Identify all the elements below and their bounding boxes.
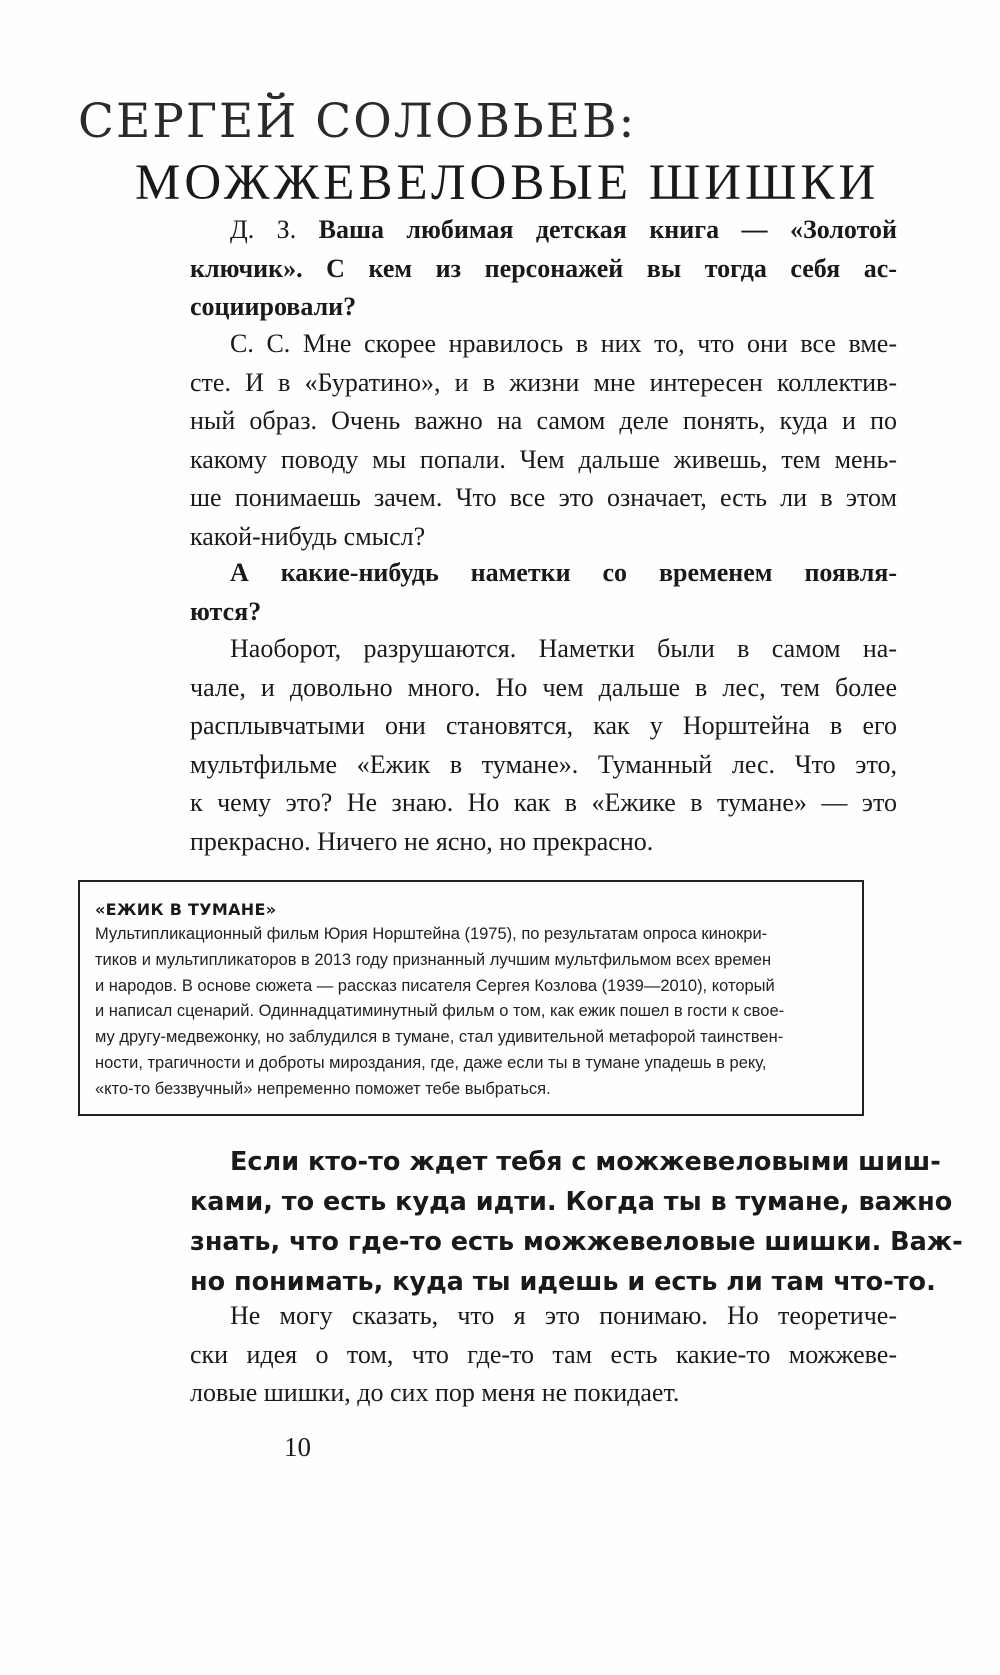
chapter-title-author: СЕРГЕЙ СОЛОВЬЕВ: [78,94,637,149]
text-line: ками, то есть куда идти. Когда ты в тумане, важно [190,1187,953,1217]
sidebar-line: «кто-то беззвучный» непременно поможет тебе выбраться. [95,1079,551,1098]
text-line: социировали? [190,292,357,321]
sidebar-line: Мультипликационный фильм Юрия Норштейна (1975), по результатам опроса кинокри- [95,925,768,943]
text-line: к чему это? Не знаю. Но как в «Ежике в тумане» — это [190,788,897,817]
text-line: А какие-нибудь наметки со временем появля- [230,558,897,587]
text-line [190,211,897,250]
text-line: ются? [190,596,262,626]
chapter-title-main: МОЖЖЕВЕЛОВЫЕ ШИШКИ [135,155,880,211]
sidebar-line: му другу-медвежонку, но заблудился в тумане, стал удивительной метафорой таинствен- [95,1028,784,1047]
sidebar-line: ности, трагичности и доброты мироздания, где, даже если ты в тумане упадешь в реку, [95,1053,767,1072]
sidebar-line: тиков и мультипликаторов в 2013 году признанный лучшим мультфильмом всех времен [95,950,772,969]
text-line: Если кто-то ждет тебя с можжевеловыми шиш- [230,1147,941,1177]
text-line: какому поводу мы попали. Чем дальше живешь, тем мень- [190,444,897,474]
text-line: С. С. Мне скорее нравилось в них то, что они все вме- [230,329,897,358]
text-line: прекрасно. Ничего не ясно, но прекрасно. [190,826,654,856]
text-line: чале, и довольно много. Но чем дальше в лес, тем более [190,672,897,702]
answer-3 [190,1297,897,1413]
text-line: ный образ. Очень важно на самом деле понять, куда и по [190,406,897,435]
sidebar-line: и написал сценарий. Одиннадцатиминутный фильм о том, как ежик пошел в гости к свое- [95,1002,785,1021]
text-line: расплывчатыми они становятся, как у Норштейна в его [190,711,897,740]
sidebar-heading: «ЕЖИК В ТУМАНЕ» [95,900,277,919]
text-line: но понимать, куда ты идешь и есть ли там что-то. [190,1267,936,1297]
text-line: мультфильме «Ежик в тумане». Туманный лес. Что это, [190,749,897,779]
text-line: какой-нибудь смысл? [190,521,426,551]
question-2 [190,554,897,631]
answer-2 [190,630,897,861]
sidebar-body [95,922,845,1103]
speaker-prefix: Д. З. [230,215,297,244]
question-text: Ваша любимая детская книга — «Золотой [318,215,897,244]
text-line: ски идея о том, что где-то там есть какие-то можжеве- [190,1339,897,1369]
text-line: ше понимаешь зачем. Что все это означает, есть ли в этом [190,483,897,512]
text-line: Не могу сказать, что я это понимаю. Но теоретиче- [230,1301,897,1330]
question-3 [190,1142,963,1302]
text-line: ловые шишки, до сих пор меня не покидает. [190,1378,680,1407]
text-line: Наоборот, разрушаются. Наметки были в самом на- [230,634,897,663]
sidebar-line: и народов. В основе сюжета — рассказ писателя Сергея Козлова (1939—2010), который [95,976,775,995]
text-line: ключик». С кем из персонажей вы тогда себя ас- [190,253,897,283]
page-number: 10 [284,1432,311,1462]
question-1 [190,211,897,327]
text-line: сте. И в «Буратино», и в жизни мне интересен коллектив- [190,367,897,397]
answer-1 [190,325,897,556]
text-line: знать, что где-то есть можжевеловые шишки. Важ- [190,1227,963,1257]
